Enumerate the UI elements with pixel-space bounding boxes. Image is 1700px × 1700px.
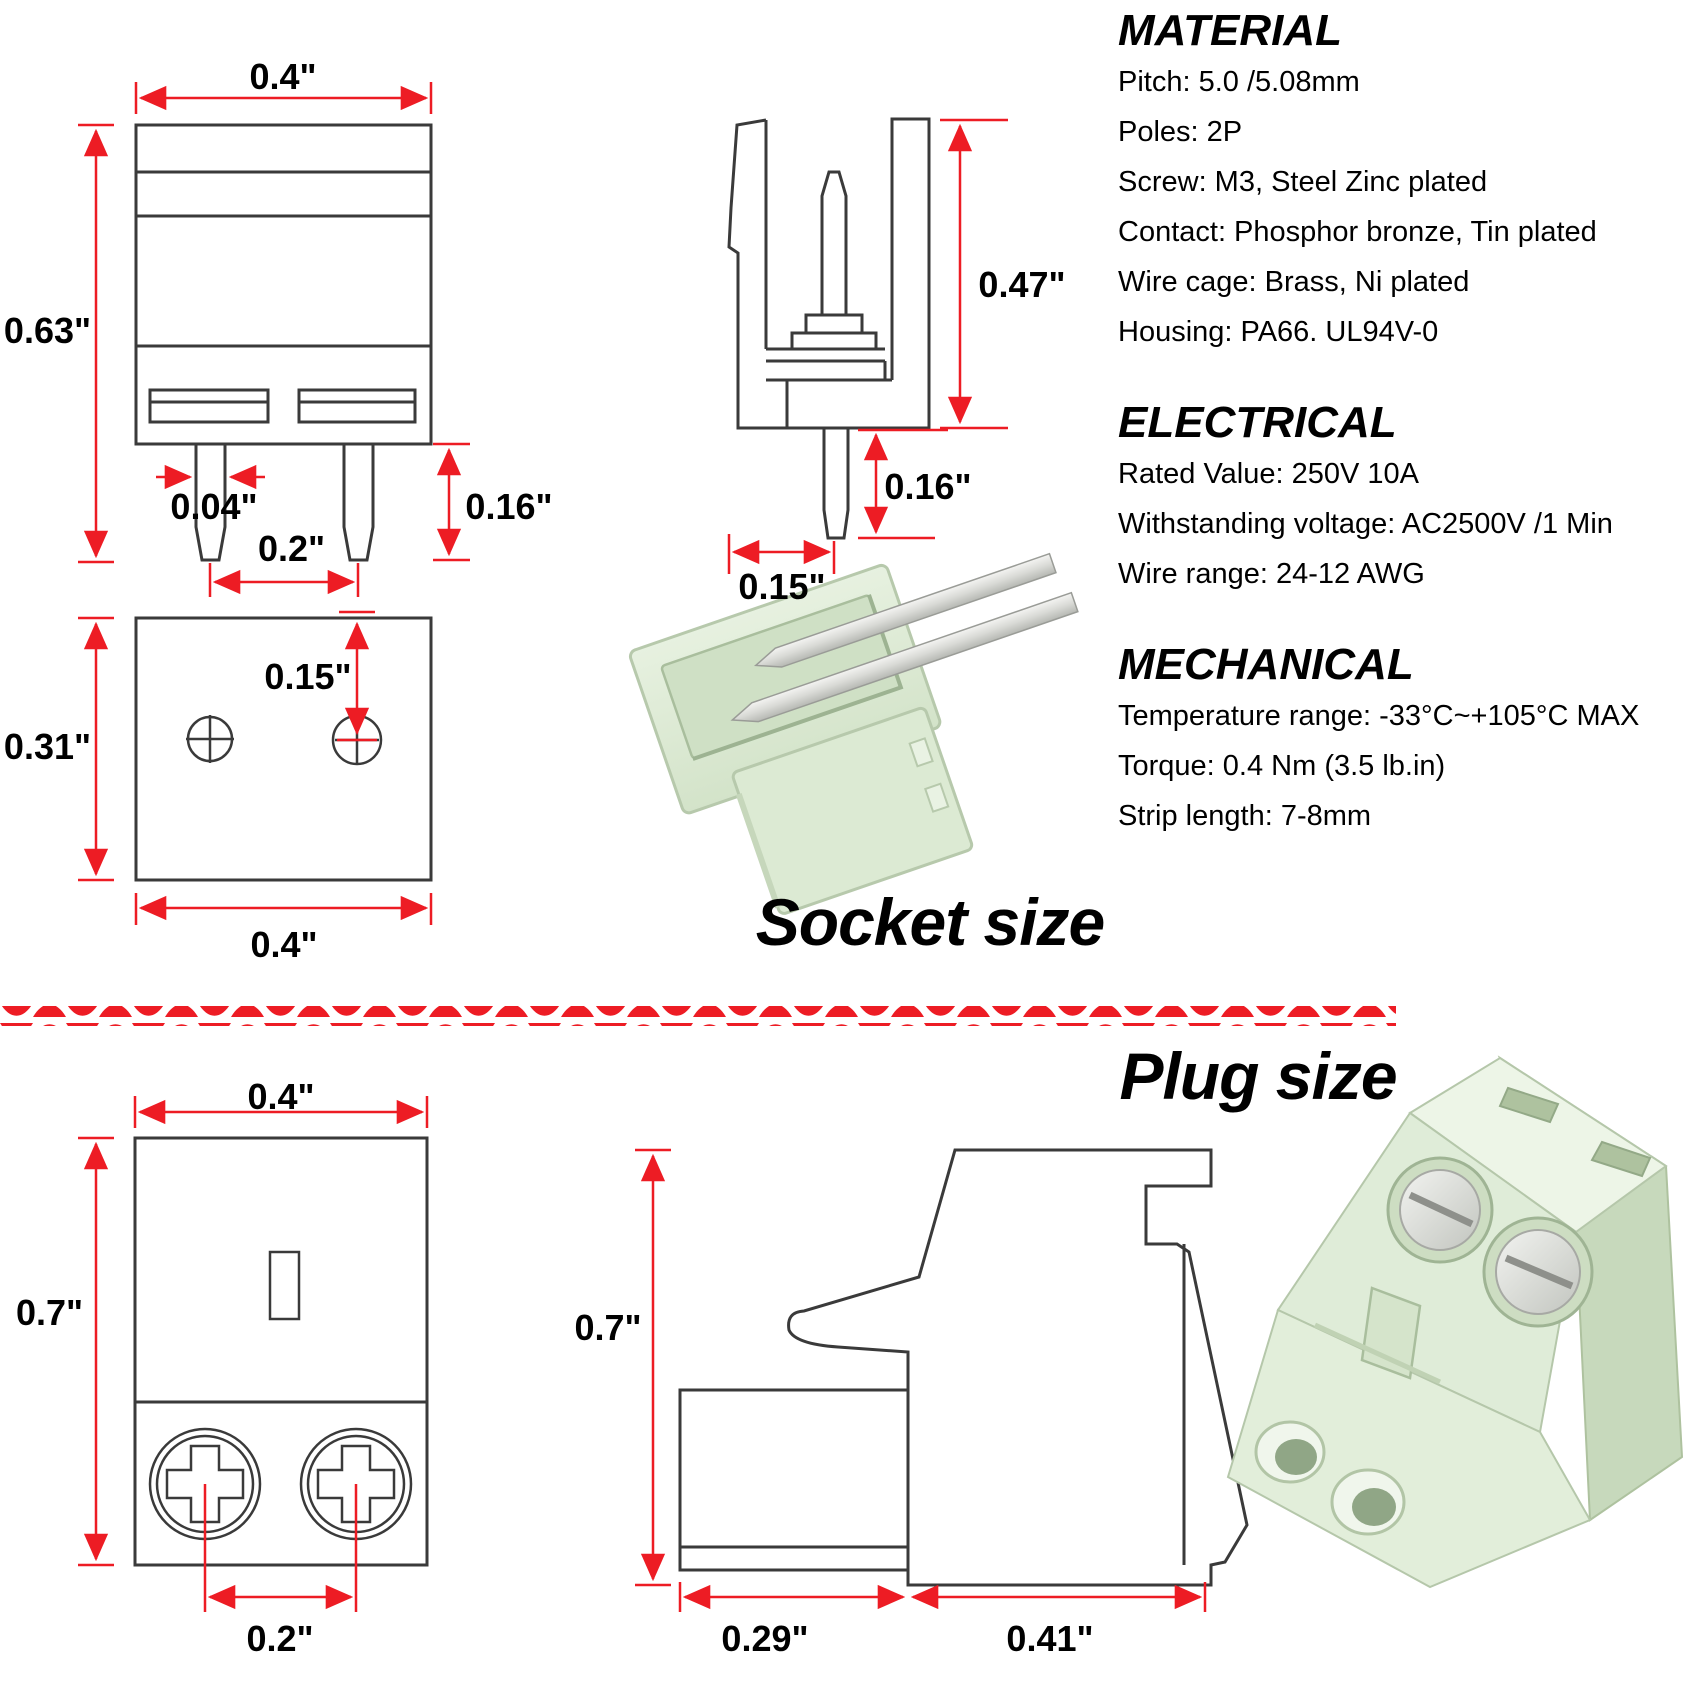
plug-front-width-label: 0.4" (247, 1076, 315, 1117)
socket-top-hole-offset-label: 0.15" (264, 656, 352, 697)
mechanical-heading: MECHANICAL (1118, 640, 1414, 689)
mechanical-section (1118, 639, 1693, 841)
spec-line-wire-cage: Wire cage: Brass, Ni plated (1118, 266, 1470, 298)
plug-side-depth-front-label: 0.29" (721, 1618, 809, 1659)
socket-top-width-label: 0.4" (250, 924, 318, 965)
spec-line-poles: Poles: 2P (1118, 116, 1243, 148)
electrical-section (1118, 397, 1693, 599)
socket-front-pin-length-label: 0.16" (465, 486, 553, 527)
material-section (1118, 5, 1693, 357)
socket-front-width-label: 0.4" (249, 56, 317, 97)
spec-line-rated: Rated Value: 250V 10A (1118, 458, 1419, 490)
socket-front-drawing (78, 82, 470, 597)
plug-front-screw-spacing-label: 0.2" (246, 1618, 314, 1659)
plug-side-depth-body-label: 0.41" (1006, 1618, 1094, 1659)
socket-side-pin-offset-label: 0.15" (738, 566, 826, 607)
spec-line-temperature: Temperature range: -33°C~+105°C MAX (1118, 700, 1640, 732)
spec-line-contact: Contact: Phosphor bronze, Tin plated (1118, 216, 1597, 248)
socket-side-height-label: 0.47" (978, 264, 1066, 305)
spec-line-strip: Strip length: 7-8mm (1118, 800, 1372, 832)
socket-front-pin-spacing-label: 0.2" (257, 528, 326, 569)
plug-front-drawing (78, 1096, 427, 1612)
plug-front-height-label: 0.7" (15, 1292, 84, 1333)
electrical-heading: ELECTRICAL (1118, 398, 1397, 447)
socket-front-pin-width-label: 0.04" (170, 486, 258, 527)
plug-product-photo (1228, 1058, 1682, 1587)
spec-line-wire-range: Wire range: 24-12 AWG (1118, 558, 1425, 590)
spec-line-housing: Housing: PA66. UL94V-0 (1118, 316, 1439, 348)
socket-front-height-label: 0.63" (3, 310, 92, 351)
plug-side-height-label: 0.7" (574, 1307, 642, 1348)
socket-product-photo (629, 510, 1140, 934)
socket-top-drawing (78, 612, 431, 925)
spec-column (1118, 5, 1693, 841)
socket-size-title: Socket size (755, 885, 1105, 959)
spec-line-pitch: Pitch: 5.0 /5.08mm (1118, 66, 1360, 98)
material-heading: MATERIAL (1118, 6, 1343, 55)
spec-line-torque: Torque: 0.4 Nm (3.5 lb.in) (1118, 750, 1446, 782)
socket-side-pin-length-label: 0.16" (884, 466, 972, 507)
socket-top-height-label: 0.31" (3, 726, 92, 767)
plug-side-drawing (635, 1150, 1247, 1612)
section-divider (0, 1006, 1396, 1026)
plug-size-title: Plug size (1119, 1039, 1397, 1113)
spec-line-withstanding: Withstanding voltage: AC2500V /1 Min (1118, 508, 1613, 540)
spec-line-screw: Screw: M3, Steel Zinc plated (1118, 166, 1488, 198)
